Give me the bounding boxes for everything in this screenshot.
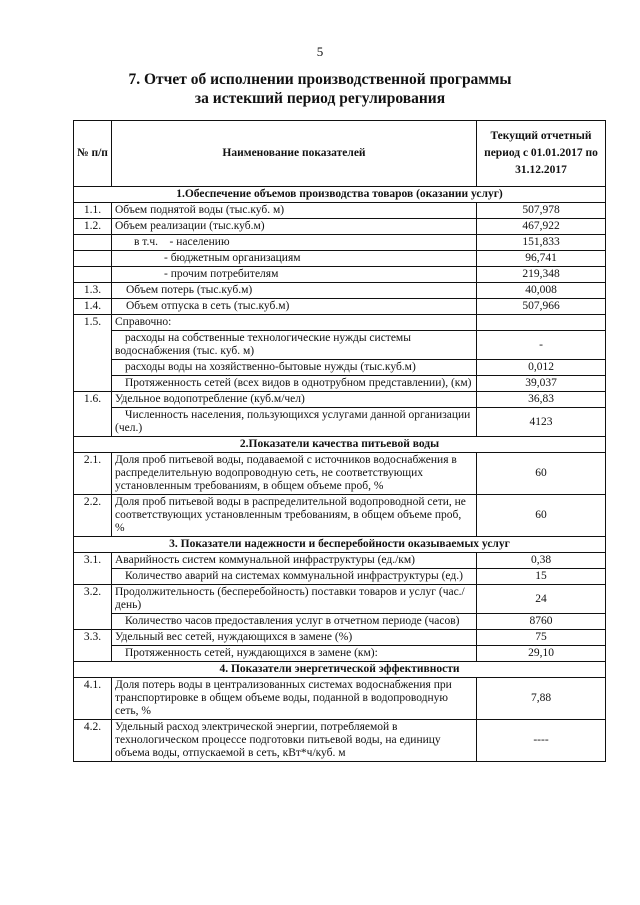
row-num: 4.2. — [74, 720, 112, 762]
row-name: Протяженность сетей (всех видов в однотрубном представлении), (км) — [112, 376, 477, 392]
row-value: 96,741 — [477, 251, 606, 267]
table-row — [74, 553, 606, 569]
row-name: Доля проб питьевой воды в распределительной водопроводной сети, не соответствующих установленным требованиям, в общем объеме проб, % — [112, 495, 477, 537]
row-num: 1.4. — [74, 299, 112, 315]
row-value: 60 — [477, 453, 606, 495]
row-name: Объем потерь (тыс.куб.м) — [112, 283, 477, 299]
row-num: 1.6. — [74, 392, 112, 437]
row-value: - — [477, 331, 606, 360]
row-value: 75 — [477, 630, 606, 646]
row-name: расходы воды на хозяйственно-бытовые нужды (тыс.куб.м) — [112, 360, 477, 376]
row-num: 2.2. — [74, 495, 112, 537]
row-name: расходы на собственные технологические нужды системы водоснабжения (тыс. куб. м) — [112, 331, 477, 360]
table-row — [74, 678, 606, 720]
row-num: 1.5. — [74, 315, 112, 392]
table-row — [74, 251, 606, 267]
row-num: 3.3. — [74, 630, 112, 662]
row-num — [74, 267, 112, 283]
row-value: 40,008 — [477, 283, 606, 299]
row-name: Продолжительность (бесперебойность) поставки товаров и услуг (час./день) — [112, 585, 477, 614]
row-num: 3.2. — [74, 585, 112, 630]
row-name: Удельное водопотребление (куб.м/чел) — [112, 392, 477, 408]
row-name: - бюджетным организациям — [112, 251, 477, 267]
table-row — [74, 453, 606, 495]
table-row — [74, 283, 606, 299]
row-name: Объем поднятой воды (тыс.куб. м) — [112, 203, 477, 219]
title-line-1: 7. Отчет об исполнении производственной программы — [128, 71, 512, 88]
table-row — [74, 569, 606, 585]
header-num: № п/п — [74, 121, 112, 187]
row-num — [74, 235, 112, 251]
row-value: ---- — [477, 720, 606, 762]
row-name: Доля проб питьевой воды, подаваемой с источников водоснабжения в распределительную водопроводную сеть, не соответствующих установленным требованиям, в общем объеме проб, % — [112, 453, 477, 495]
table-row — [74, 392, 606, 408]
row-num: 1.1. — [74, 203, 112, 219]
row-name: Справочно: — [112, 315, 477, 331]
row-num: 1.2. — [74, 219, 112, 235]
section-title: 2.Показатели качества питьевой воды — [74, 437, 606, 453]
row-value — [477, 315, 606, 331]
section-title: 1.Обеспечение объемов производства товаров (оказании услуг) — [74, 187, 606, 203]
row-value: 0,012 — [477, 360, 606, 376]
row-value: 60 — [477, 495, 606, 537]
row-name: Количество часов предоставления услуг в отчетном периоде (часов) — [112, 614, 477, 630]
header-name: Наименование показателей — [112, 121, 477, 187]
row-name: Количество аварий на системах коммунальной инфраструктуры (ед.) — [112, 569, 477, 585]
table-row — [74, 408, 606, 437]
row-num: 1.3. — [74, 283, 112, 299]
row-name: Удельный вес сетей, нуждающихся в замене (%) — [112, 630, 477, 646]
row-num: 3.1. — [74, 553, 112, 585]
row-name: Численность населения, пользующихся услугами данной организации (чел.) — [112, 408, 477, 437]
table-row — [74, 630, 606, 646]
table-row — [74, 585, 606, 614]
row-name: Объем реализации (тыс.куб.м) — [112, 219, 477, 235]
row-value: 467,922 — [477, 219, 606, 235]
table-row — [74, 315, 606, 331]
row-value: 39,037 — [477, 376, 606, 392]
row-name: Удельный расход электрической энергии, потребляемой в технологическом процессе подготовки питьевой воды, на единицу объема воды, отпускаемой в сеть, кВт*ч/куб. м — [112, 720, 477, 762]
row-value: 507,978 — [477, 203, 606, 219]
section-title: 4. Показатели энергетической эффективности — [74, 662, 606, 678]
row-name: Доля потерь воды в централизованных системах водоснабжения при транспортировке в общем объеме воды, поданной в водопроводную сеть, % — [112, 678, 477, 720]
row-name: Протяженность сетей, нуждающихся в замене (км): — [112, 646, 477, 662]
row-value: 219,348 — [477, 267, 606, 283]
row-name: - прочим потребителям — [112, 267, 477, 283]
row-name: в т.ч. - населению — [112, 235, 477, 251]
table-row — [74, 360, 606, 376]
title-line-2: за истекший период регулирования — [194, 90, 446, 107]
row-name: Объем отпуска в сеть (тыс.куб.м) — [112, 299, 477, 315]
table-row — [74, 614, 606, 630]
table-row — [74, 376, 606, 392]
table-row — [74, 235, 606, 251]
section-title: 3. Показатели надежности и бесперебойности оказываемых услуг — [74, 537, 606, 553]
table-row — [74, 219, 606, 235]
row-value: 8760 — [477, 614, 606, 630]
table-row — [74, 331, 606, 360]
row-name: Аварийность систем коммунальной инфраструктуры (ед./км) — [112, 553, 477, 569]
page-title — [0, 70, 640, 108]
table-row — [74, 203, 606, 219]
table-row — [74, 299, 606, 315]
table-row — [74, 646, 606, 662]
header-value: Текущий отчетный период с 01.01.2017 по 31.12.2017 — [477, 121, 606, 187]
row-value: 4123 — [477, 408, 606, 437]
row-value: 36,83 — [477, 392, 606, 408]
table-row — [74, 495, 606, 537]
row-value: 29,10 — [477, 646, 606, 662]
report-table — [73, 120, 606, 762]
row-num: 2.1. — [74, 453, 112, 495]
row-value: 151,833 — [477, 235, 606, 251]
table-row — [74, 720, 606, 762]
row-value: 24 — [477, 585, 606, 614]
row-value: 507,966 — [477, 299, 606, 315]
row-num: 4.1. — [74, 678, 112, 720]
page-number: 5 — [316, 44, 324, 59]
table-row — [74, 267, 606, 283]
row-value: 15 — [477, 569, 606, 585]
row-num — [74, 251, 112, 267]
row-value: 7,88 — [477, 678, 606, 720]
row-value: 0,38 — [477, 553, 606, 569]
